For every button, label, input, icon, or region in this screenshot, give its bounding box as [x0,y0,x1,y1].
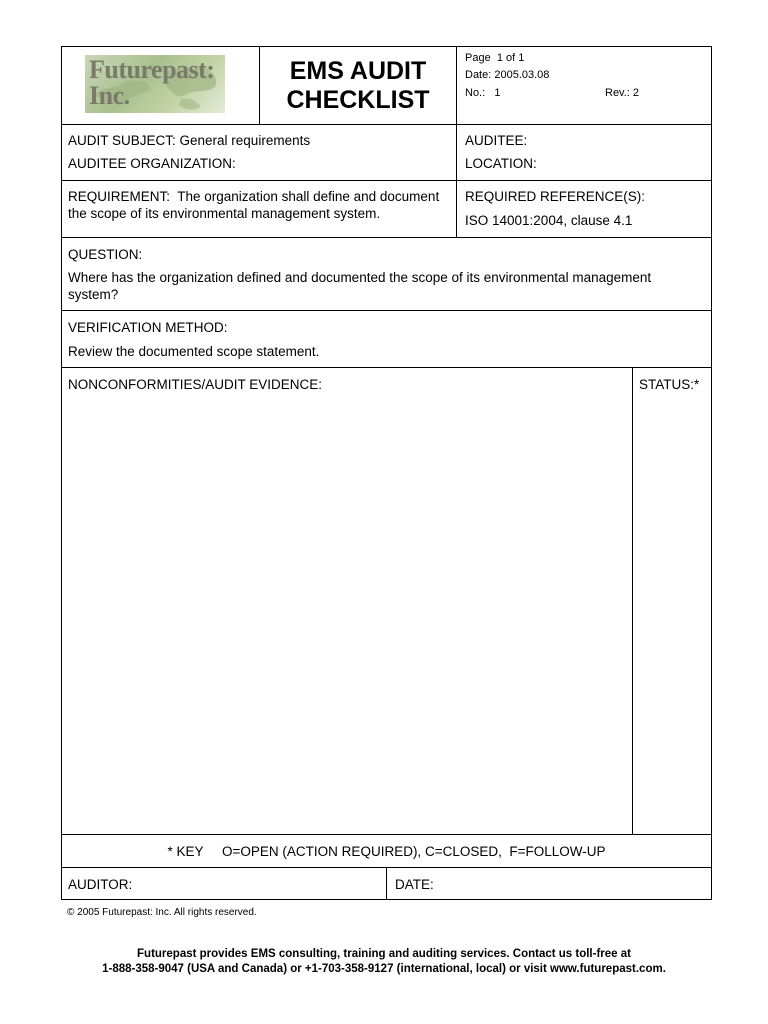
required-reference-value: ISO 14001:2004, clause 4.1 [465,213,633,228]
signoff-row [62,868,711,899]
audit-subject-row [62,125,711,181]
evidence-label: NONCONFORMITIES/AUDIT EVIDENCE: [68,377,323,392]
contact-note [0,947,768,977]
form-date: Date: 2005.03.08 [465,69,550,81]
contact-line-2: 1-888-358-9047 (USA and Canada) or +1-703-358-9127 (international, local) or visit www.futurepast.com. [102,963,666,975]
auditor-cell[interactable] [62,868,387,899]
question-row [62,238,711,311]
auditor-label: AUDITOR: [68,877,133,892]
copyright-notice: © 2005 Futurepast: Inc. All rights reserved. [67,907,257,918]
question-label: QUESTION: [68,247,143,262]
logo-wordmark: Futurepast: Inc. [89,55,215,110]
requirement-cell [62,181,457,237]
key-row [62,835,711,868]
requirement-row [62,181,711,238]
form-subtitle: CHECKLIST [286,86,430,114]
page-number: Page 1 of 1 [465,52,525,64]
verification-text: Review the documented scope statement. [68,344,320,359]
requirement-text: REQUIREMENT: The organization shall define and document the scope of its environmental management system. [68,189,443,221]
status-label: STATUS:* [639,377,700,392]
status-cell[interactable] [633,368,711,834]
required-reference-label: REQUIRED REFERENCE(S): [465,189,646,204]
auditee: AUDITEE: [465,133,528,148]
auditee-organization: AUDITEE ORGANIZATION: [68,156,236,171]
verification-row [62,311,711,368]
reference-cell [457,181,711,237]
auditee-cell [457,125,711,180]
title-cell [260,47,457,124]
logo-cell [62,47,260,124]
audit-subject-cell [62,125,457,180]
evidence-row [62,368,711,835]
date-cell[interactable] [387,868,711,899]
question-text: Where has the organization defined and documented the scope of its environmental management system? [68,270,655,302]
evidence-cell[interactable] [62,368,633,834]
header-row [62,47,711,125]
verification-label: VERIFICATION METHOD: [68,320,228,335]
contact-line-1: Futurepast provides EMS consulting, training and auditing services. Contact us toll-free at [137,948,631,960]
form-revision: Rev.: 2 [605,87,640,99]
futurepast-logo [85,55,225,113]
date-label: DATE: [395,877,434,892]
audit-checklist-form [61,46,712,900]
location: LOCATION: [465,156,537,171]
form-number: No.: 1 [465,87,501,99]
status-key: * KEY O=OPEN (ACTION REQUIRED), C=CLOSED, F=FOLLOW-UP [167,844,606,859]
form-title: EMS AUDIT [289,57,427,85]
meta-cell [457,47,711,124]
audit-subject: AUDIT SUBJECT: General requirements [68,133,311,148]
